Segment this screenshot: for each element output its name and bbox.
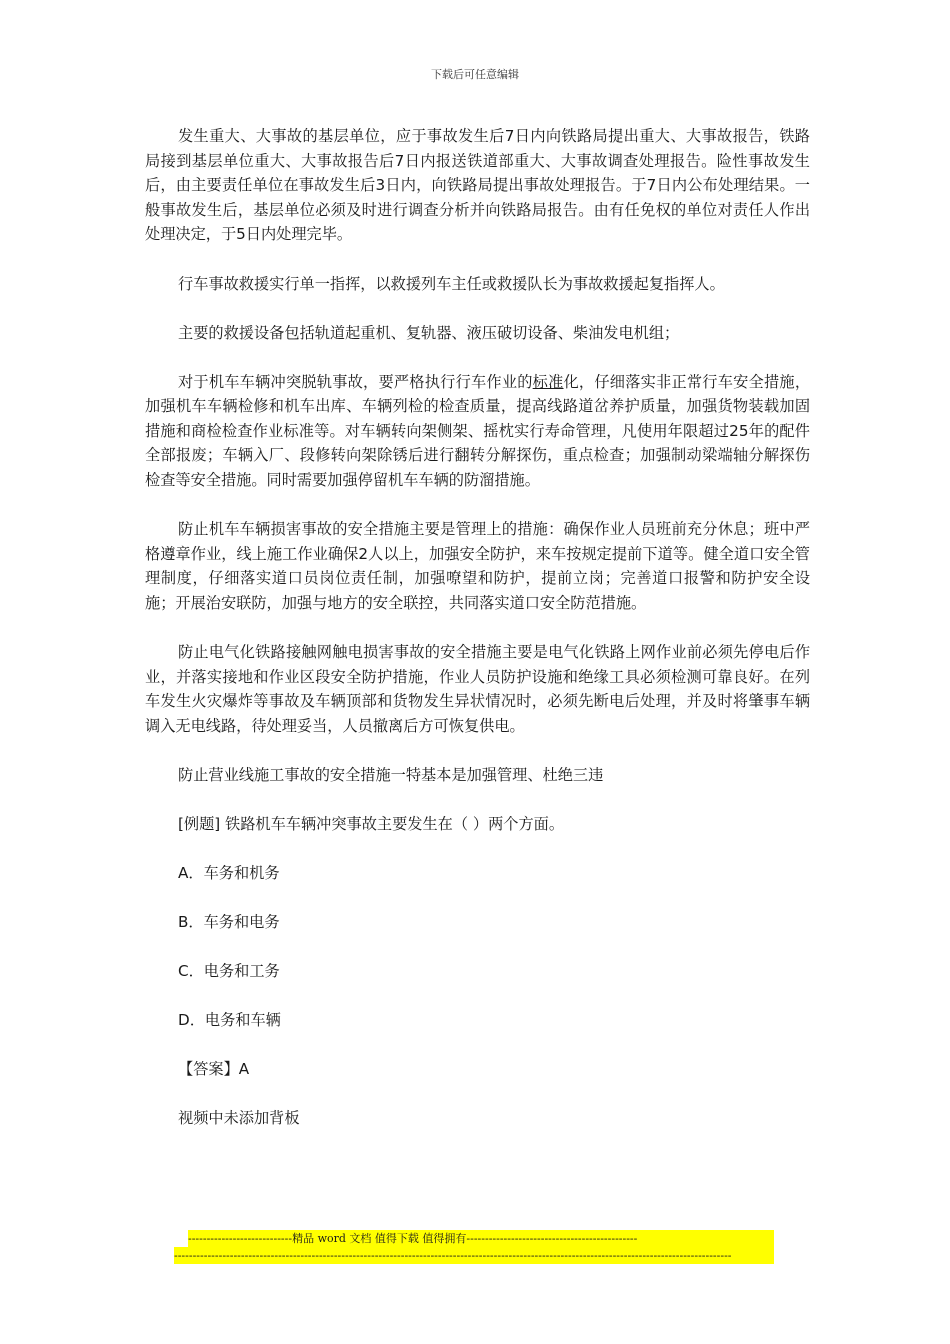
option-d: D．电务和车辆	[178, 1010, 281, 1029]
answer: 【答案】A	[178, 1059, 250, 1078]
note: 视频中未添加背板	[178, 1108, 300, 1127]
paragraph-rescue-command: 行车事故救援实行单一指挥，以救援列车主任或救援队长为事故救援起复指挥人。	[178, 274, 725, 293]
paragraph-construction-safety: 防止营业线施工事故的安全措施一特基本是加强管理、杜绝三违	[178, 766, 604, 785]
document-body	[145, 124, 810, 1155]
option-b: B．车务和电务	[178, 912, 280, 931]
paragraph-collision-text-b: 化，仔细落实非正常行车安全措施，加强机车车辆检修和机车出库、车辆列检的检查质量，提高线路道岔养护质量，加强货物装载加固措施和商检检查作业标准等。对车辆转向架侧架、摇枕实行寿命管理，凡使用年限超过25年的配件全部报废；车辆入厂、段修转向架除锈后进行翻转分解探伤，重点检查；加强制动梁端轴分解探伤检查等安全措施。同时需要加强停留机车车辆的防溜措施。	[145, 372, 811, 489]
example-question: [例题] 铁路机车车辆冲突事故主要发生在（ ）两个方面。	[178, 815, 565, 834]
underlined-standard-link[interactable]: 标准	[532, 372, 564, 391]
paragraph-rescue-equipment: 主要的救援设备包括轨道起重机、复轨器、液压破切设备、柴油发电机组；	[178, 323, 680, 342]
option-c: C．电务和工务	[178, 961, 280, 980]
paragraph-damage-prevention: 防止机车车辆损害事故的安全措施主要是管理上的措施：确保作业人员班前充分休息；班中严格遵章作业，线上施工作业确保2人以上，加强安全防护，来车按规定提前下道等。健全道口安全管理制度，仔细落实道口员岗位责任制，加强嘹望和防护，提前立岗；完善道口报警和防护安全设施；开展治安联防，加强与地方的安全联控，共同落实道口安全防范措施。	[145, 520, 810, 612]
page-header: 下载后可任意编辑	[431, 68, 519, 81]
paragraph-collision-derailment	[145, 370, 810, 493]
paragraph-electrocution-prevention: 防止电气化铁路接触网触电损害事故的安全措施主要是电气化铁路上网作业前必须先停电后作业，并落实接地和作业区段安全防护措施，作业人员防护设施和绝缘工具必须检测可靠良好。在列车发生火灾爆炸等事故及车辆顶部和货物发生异状情况时，必须先断电后处理，并及时将肇事车辆调入无电线路，待处理妥当，人员撤离后方可恢复供电。	[145, 643, 810, 735]
paragraph-collision-text-a: 对于机车车辆冲突脱轨事故，要严格执行行车作业的	[178, 372, 533, 391]
option-a: A．车务和机务	[178, 864, 280, 882]
paragraph-accident-report: 发生重大、大事故的基层单位，应于事故发生后7日内向铁路局提出重大、大事故报告，铁路局接到基层单位重大、大事故报告后7日内报送铁道部重大、大事故调查处理报告。险性事故发生后，由主要责任单位在事故发生后3日内，向铁路局提出事故处理报告。于7日内公布处理结果。一般事故发生后，基层单位必须及时进行调查分析并向铁路局报告。由有任免权的单位对责任人作出处理决定，于5日内处理完毕。	[145, 127, 810, 244]
page-footer	[174, 1230, 774, 1264]
footer-dash-line: ------------------------------------------------------------------------------------------------------------------------------------------------------	[174, 1247, 774, 1264]
footer-banner-line: ----------------------------精品 word 文档 值得下载 值得拥有----------------------------------------------	[188, 1230, 774, 1247]
